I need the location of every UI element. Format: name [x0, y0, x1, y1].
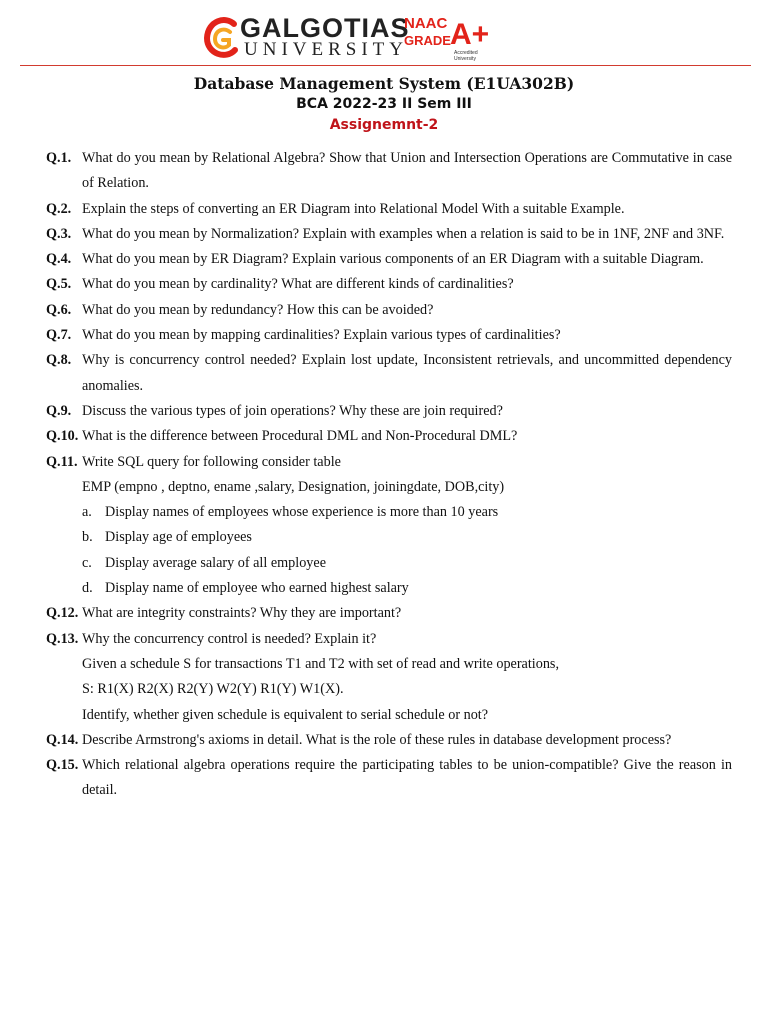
- question-text: What is the difference between Procedural DML and Non-Procedural DML?: [82, 428, 518, 445]
- question-number: Q.7.: [46, 327, 72, 344]
- question-text: Describe Armstrong's axioms in detail. What is the role of these rules in database development process?: [82, 731, 672, 748]
- question-number: Q.6.: [46, 301, 72, 318]
- question-item: [46, 272, 732, 297]
- question-item: [46, 728, 732, 753]
- question-text: What do you mean by ER Diagram? Explain various components of an ER Diagram with a suitable Diagram.: [82, 251, 704, 268]
- question-text: Which relational algebra operations require the participating tables to be union-compatible? Give the reason in detail.: [82, 757, 732, 799]
- question-item: [46, 399, 732, 424]
- sub-question-letter: a.: [82, 504, 92, 521]
- question-number: Q.10.: [46, 428, 79, 445]
- question-text: What do you mean by redundancy? How this can be avoided?: [82, 301, 434, 318]
- grade-label: GRADE: [404, 33, 451, 48]
- question-item: [46, 323, 732, 348]
- page-header: [0, 0, 768, 70]
- question-text: Explain the steps of converting an ER Diagram into Relational Model With a suitable Example.: [82, 200, 625, 217]
- question-number: Q.4.: [46, 251, 72, 268]
- schedule-intro: Given a schedule S for transactions T1 and T2 with set of read and write operations,: [82, 655, 559, 672]
- question-text: What do you mean by cardinality? What are different kinds of cardinalities?: [82, 276, 514, 293]
- question-number: Q.11.: [46, 453, 78, 470]
- sub-question-text: Display average salary of all employee: [105, 554, 326, 571]
- naac-label: NAAC: [404, 15, 448, 32]
- question-number: Q.13.: [46, 630, 79, 647]
- naac-badge: [402, 16, 494, 60]
- galgotias-emblem-icon: [204, 16, 240, 60]
- question-number: Q.3.: [46, 225, 72, 242]
- question-item: [46, 424, 732, 449]
- question-item: [46, 753, 732, 804]
- sub-question-text: Display age of employees: [105, 529, 252, 546]
- question-text: What do you mean by mapping cardinalities? Explain various types of cardinalities?: [82, 327, 561, 344]
- sub-question-item: [82, 500, 732, 525]
- question-item: [46, 222, 732, 247]
- question-number: Q.2.: [46, 200, 72, 217]
- schedule-question: Identify, whether given schedule is equivalent to serial schedule or not?: [82, 706, 489, 723]
- sub-question-text: Display names of employees whose experience is more than 10 years: [105, 504, 499, 521]
- question-number: Q.15.: [46, 757, 79, 774]
- header-divider: [20, 65, 751, 66]
- question-text: Discuss the various types of join operations? Why these are join required?: [82, 402, 503, 419]
- question-text: Why the concurrency control is needed? Explain it?: [82, 630, 377, 647]
- logo-wordmark-top: GALGOTIAS: [240, 13, 410, 43]
- sub-question-item: [82, 576, 732, 601]
- sub-question-letter: d.: [82, 580, 93, 597]
- accredited-label: Accredited University: [454, 50, 478, 62]
- question-number: Q.5.: [46, 276, 72, 293]
- course-title: Database Management System (E1UA302B): [193, 74, 575, 93]
- question-text: What do you mean by Normalization? Explain with examples when a relation is said to be in 1NF, 2NF and 3NF.: [82, 225, 725, 242]
- question-number: Q.1.: [46, 150, 72, 166]
- sub-question-letter: b.: [82, 529, 93, 546]
- question-item: [46, 627, 732, 652]
- sub-question-text: Display name of employee who earned highest salary: [105, 580, 409, 597]
- document-titles: [0, 74, 768, 136]
- question-number: Q.9.: [46, 402, 72, 419]
- batch-title: BCA 2022-23 II Sem III: [296, 96, 472, 112]
- question-item: [46, 197, 732, 222]
- question-item: [46, 298, 732, 323]
- question-item: [46, 247, 732, 272]
- question-text: What do you mean by Relational Algebra? Show that Union and Intersection Operations are Commutative in case of Relation.: [82, 150, 732, 192]
- question-text: Why is concurrency control needed? Explain lost update, Inconsistent retrievals, and uncommitted dependency anomalies.: [82, 352, 732, 394]
- question-text: Write SQL query for following consider table: [82, 453, 341, 470]
- question-text: What are integrity constraints? Why they are important?: [82, 605, 402, 622]
- sub-question-letter: c.: [82, 554, 92, 571]
- assignment-title: Assignemnt-2: [329, 117, 439, 133]
- question-list: [46, 146, 732, 804]
- question-number: Q.8.: [46, 352, 72, 369]
- grade-value: A+: [450, 18, 490, 51]
- sub-question-item: [82, 525, 732, 550]
- question-item: [46, 601, 732, 626]
- question-number: Q.12.: [46, 605, 79, 622]
- sub-question-item: [82, 551, 732, 576]
- question-number: Q.14.: [46, 731, 79, 748]
- schedule-definition: S: R1(X) R2(X) R2(Y) W2(Y) R1(Y) W1(X).: [82, 681, 344, 698]
- question-item: [46, 146, 732, 197]
- question-item: [46, 450, 732, 475]
- logo-wordmark-bottom: UNIVERSITY: [244, 39, 408, 60]
- question-item: [46, 348, 732, 399]
- table-schema: EMP (empno , deptno, ename ,salary, Designation, joiningdate, DOB,city): [82, 478, 505, 495]
- university-logo: [204, 14, 494, 62]
